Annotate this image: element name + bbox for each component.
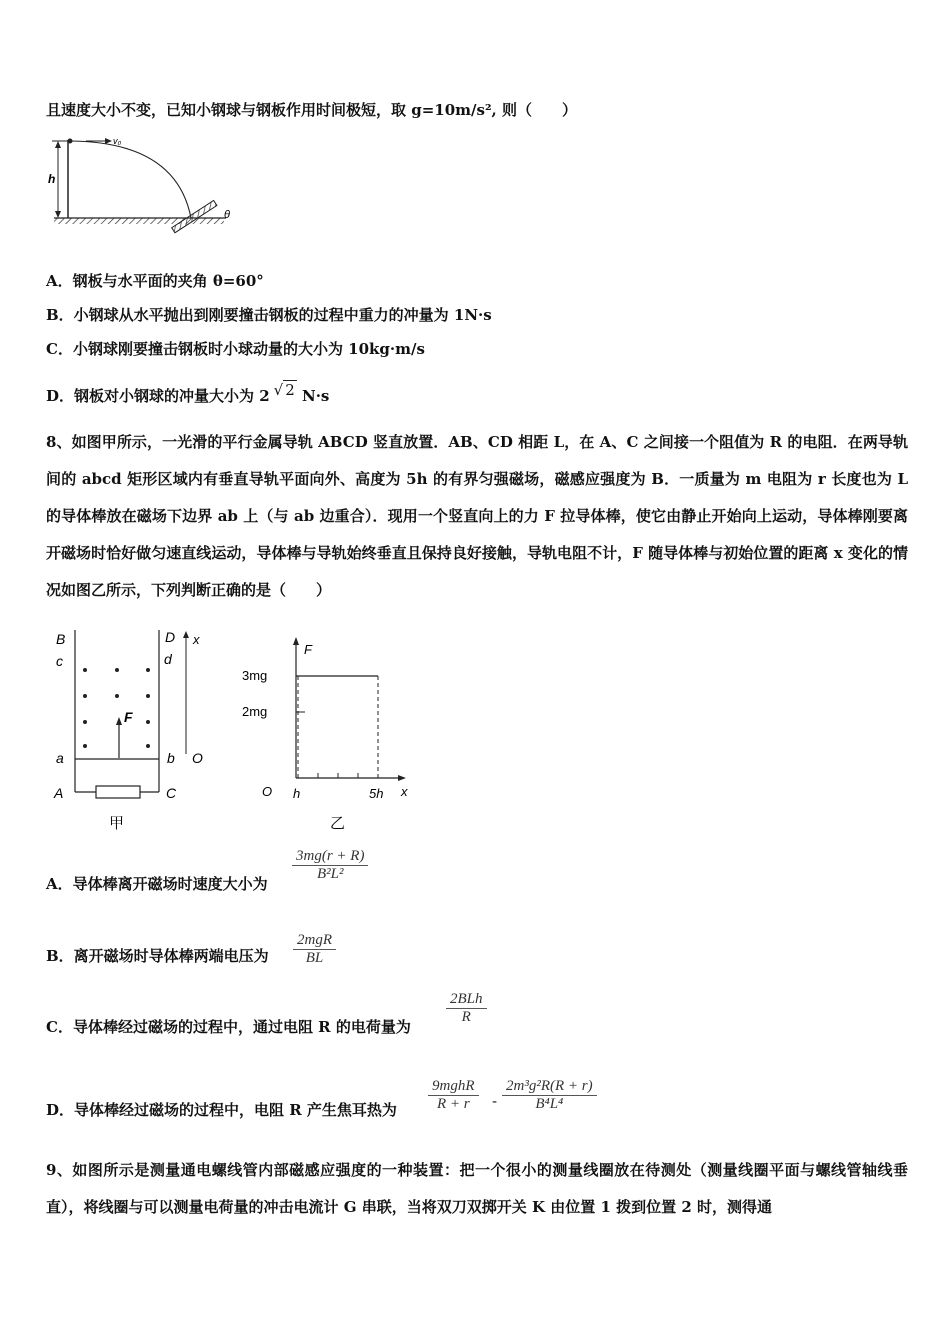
fraction-numerator: 2m³g²R(R + r) — [506, 1078, 593, 1094]
label-x: x — [193, 632, 200, 647]
fraction-numerator: 3mg(r + R) — [296, 848, 365, 864]
fraction-numerator: 2mgR — [297, 932, 332, 948]
caption-jia: 甲 — [109, 815, 125, 832]
fraction-denominator: R + r — [436, 1096, 470, 1112]
label-a: a — [56, 750, 64, 766]
tick-label-2mg: 2mg — [242, 704, 268, 719]
fraction-numerator: 9mghR — [432, 1078, 475, 1094]
axis-label-x: x — [401, 784, 408, 799]
intro-line: 且速度大小不变，已知小钢球与钢板作用时间极短，取 g=10m/s², 则（ ） — [46, 101, 577, 119]
velocity-label: v₀ — [113, 136, 122, 146]
q8-option-d: D．导体棒经过磁场的过程中，电阻 R 产生焦耳热为 — [46, 1101, 397, 1119]
projectile-figure — [46, 130, 246, 245]
q8-option-a: A．导体棒离开磁场时速度大小为 — [46, 875, 268, 893]
axis-label-F: F — [304, 642, 312, 657]
q8-option-c: C．导体棒经过磁场的过程中，通过电阻 R 的电荷量为 — [46, 1018, 411, 1036]
fraction-denominator: BL — [305, 950, 324, 966]
fraction-numerator: 2BLh — [450, 991, 483, 1007]
caption-yi: 乙 — [330, 815, 346, 832]
label-F: F — [124, 709, 133, 725]
q7-option-a: A．钢板与水平面的夹角 θ=60° — [46, 272, 264, 290]
q7-option-c: C．小钢球刚要撞击钢板时小球动量的大小为 10kg·m/s — [46, 340, 425, 358]
ball — [68, 139, 73, 144]
tick-label-3mg: 3mg — [242, 668, 268, 683]
fraction-denominator: B²L² — [316, 866, 344, 882]
field-dots — [83, 668, 150, 748]
label-O: O — [192, 750, 203, 766]
minus-sign: - — [492, 1092, 498, 1110]
resistor — [96, 786, 140, 798]
label-C: C — [166, 785, 177, 801]
label-B: B — [56, 631, 66, 647]
q8-d-fraction-2 — [502, 1078, 597, 1113]
tick-label-h: h — [293, 786, 301, 801]
q7-option-d-text: D．钢板对小钢球的冲量大小为 2 — [46, 387, 270, 405]
q8-b-fraction — [293, 932, 336, 967]
q8-option-b: B．离开磁场时导体棒两端电压为 — [46, 947, 269, 965]
figure-jia — [46, 622, 226, 837]
q8-d-fraction-1 — [428, 1078, 479, 1113]
q8-stem: 8、如图甲所示，一光滑的平行金属导轨 ABCD 竖直放置．AB、CD 相距 L，在 A、C 之间接一个阻值为 R 的电阻．在两导轨间的 abcd 矩形区域内有垂直导轨平面向外、高度为 5h 的有界匀强磁场，磁感应强度为 B．一质量为 m 电阻为 r 长度也为 L 的导体棒放在磁场下边界 ab 上（与 ab 边重合）．现用一个竖直向上的力 F 拉导体棒，使它由静止开始向上运动，导体棒刚要离开磁场时恰好做匀速直线运动，导体棒与导轨始终垂直且保持良好接触，导轨电阻不计，F 随导体棒与初始位置的距离 x 变化的情况如图乙所示，下列判断正确的是（ ） — [46, 433, 908, 599]
label-c: c — [56, 653, 63, 669]
x-ticks — [318, 773, 358, 778]
label-D: D — [165, 629, 176, 645]
origin-label: O — [262, 784, 273, 799]
q9-stem: 9、如图所示是测量通电螺线管内部磁感应强度的一种装置：把一个很小的测量线圈放在待测处（测量线圈平面与螺线管轴线垂直），将线圈与可以测量电荷量的冲击电流计 G 串联，当将双刀双掷开关 K 由位置 1 拨到位置 2 时，测得通 — [46, 1161, 908, 1216]
label-A: A — [54, 785, 64, 801]
label-d: d — [164, 651, 172, 667]
trajectory — [68, 141, 191, 218]
steel-plate — [172, 200, 217, 232]
ground-hatch — [54, 218, 224, 224]
q7-option-d — [46, 381, 330, 406]
fraction-denominator: B⁴L⁴ — [535, 1096, 564, 1112]
fraction-denominator: R — [461, 1009, 471, 1025]
sqrt-sign: √ — [273, 381, 284, 399]
label-b: b — [167, 750, 175, 766]
q8-c-fraction — [446, 991, 487, 1026]
q7-option-b: B．小钢球从水平抛出到刚要撞击钢板的过程中重力的冲量为 1N·s — [46, 306, 492, 324]
angle-label: θ — [224, 209, 230, 221]
figure-yi — [236, 630, 426, 835]
height-label: h — [48, 172, 56, 186]
sqrt-radicand: 2 — [285, 381, 295, 399]
tick-label-5h: 5h — [369, 786, 384, 801]
q7-option-d-unit: N·s — [296, 387, 330, 405]
q8-a-fraction — [292, 848, 368, 883]
